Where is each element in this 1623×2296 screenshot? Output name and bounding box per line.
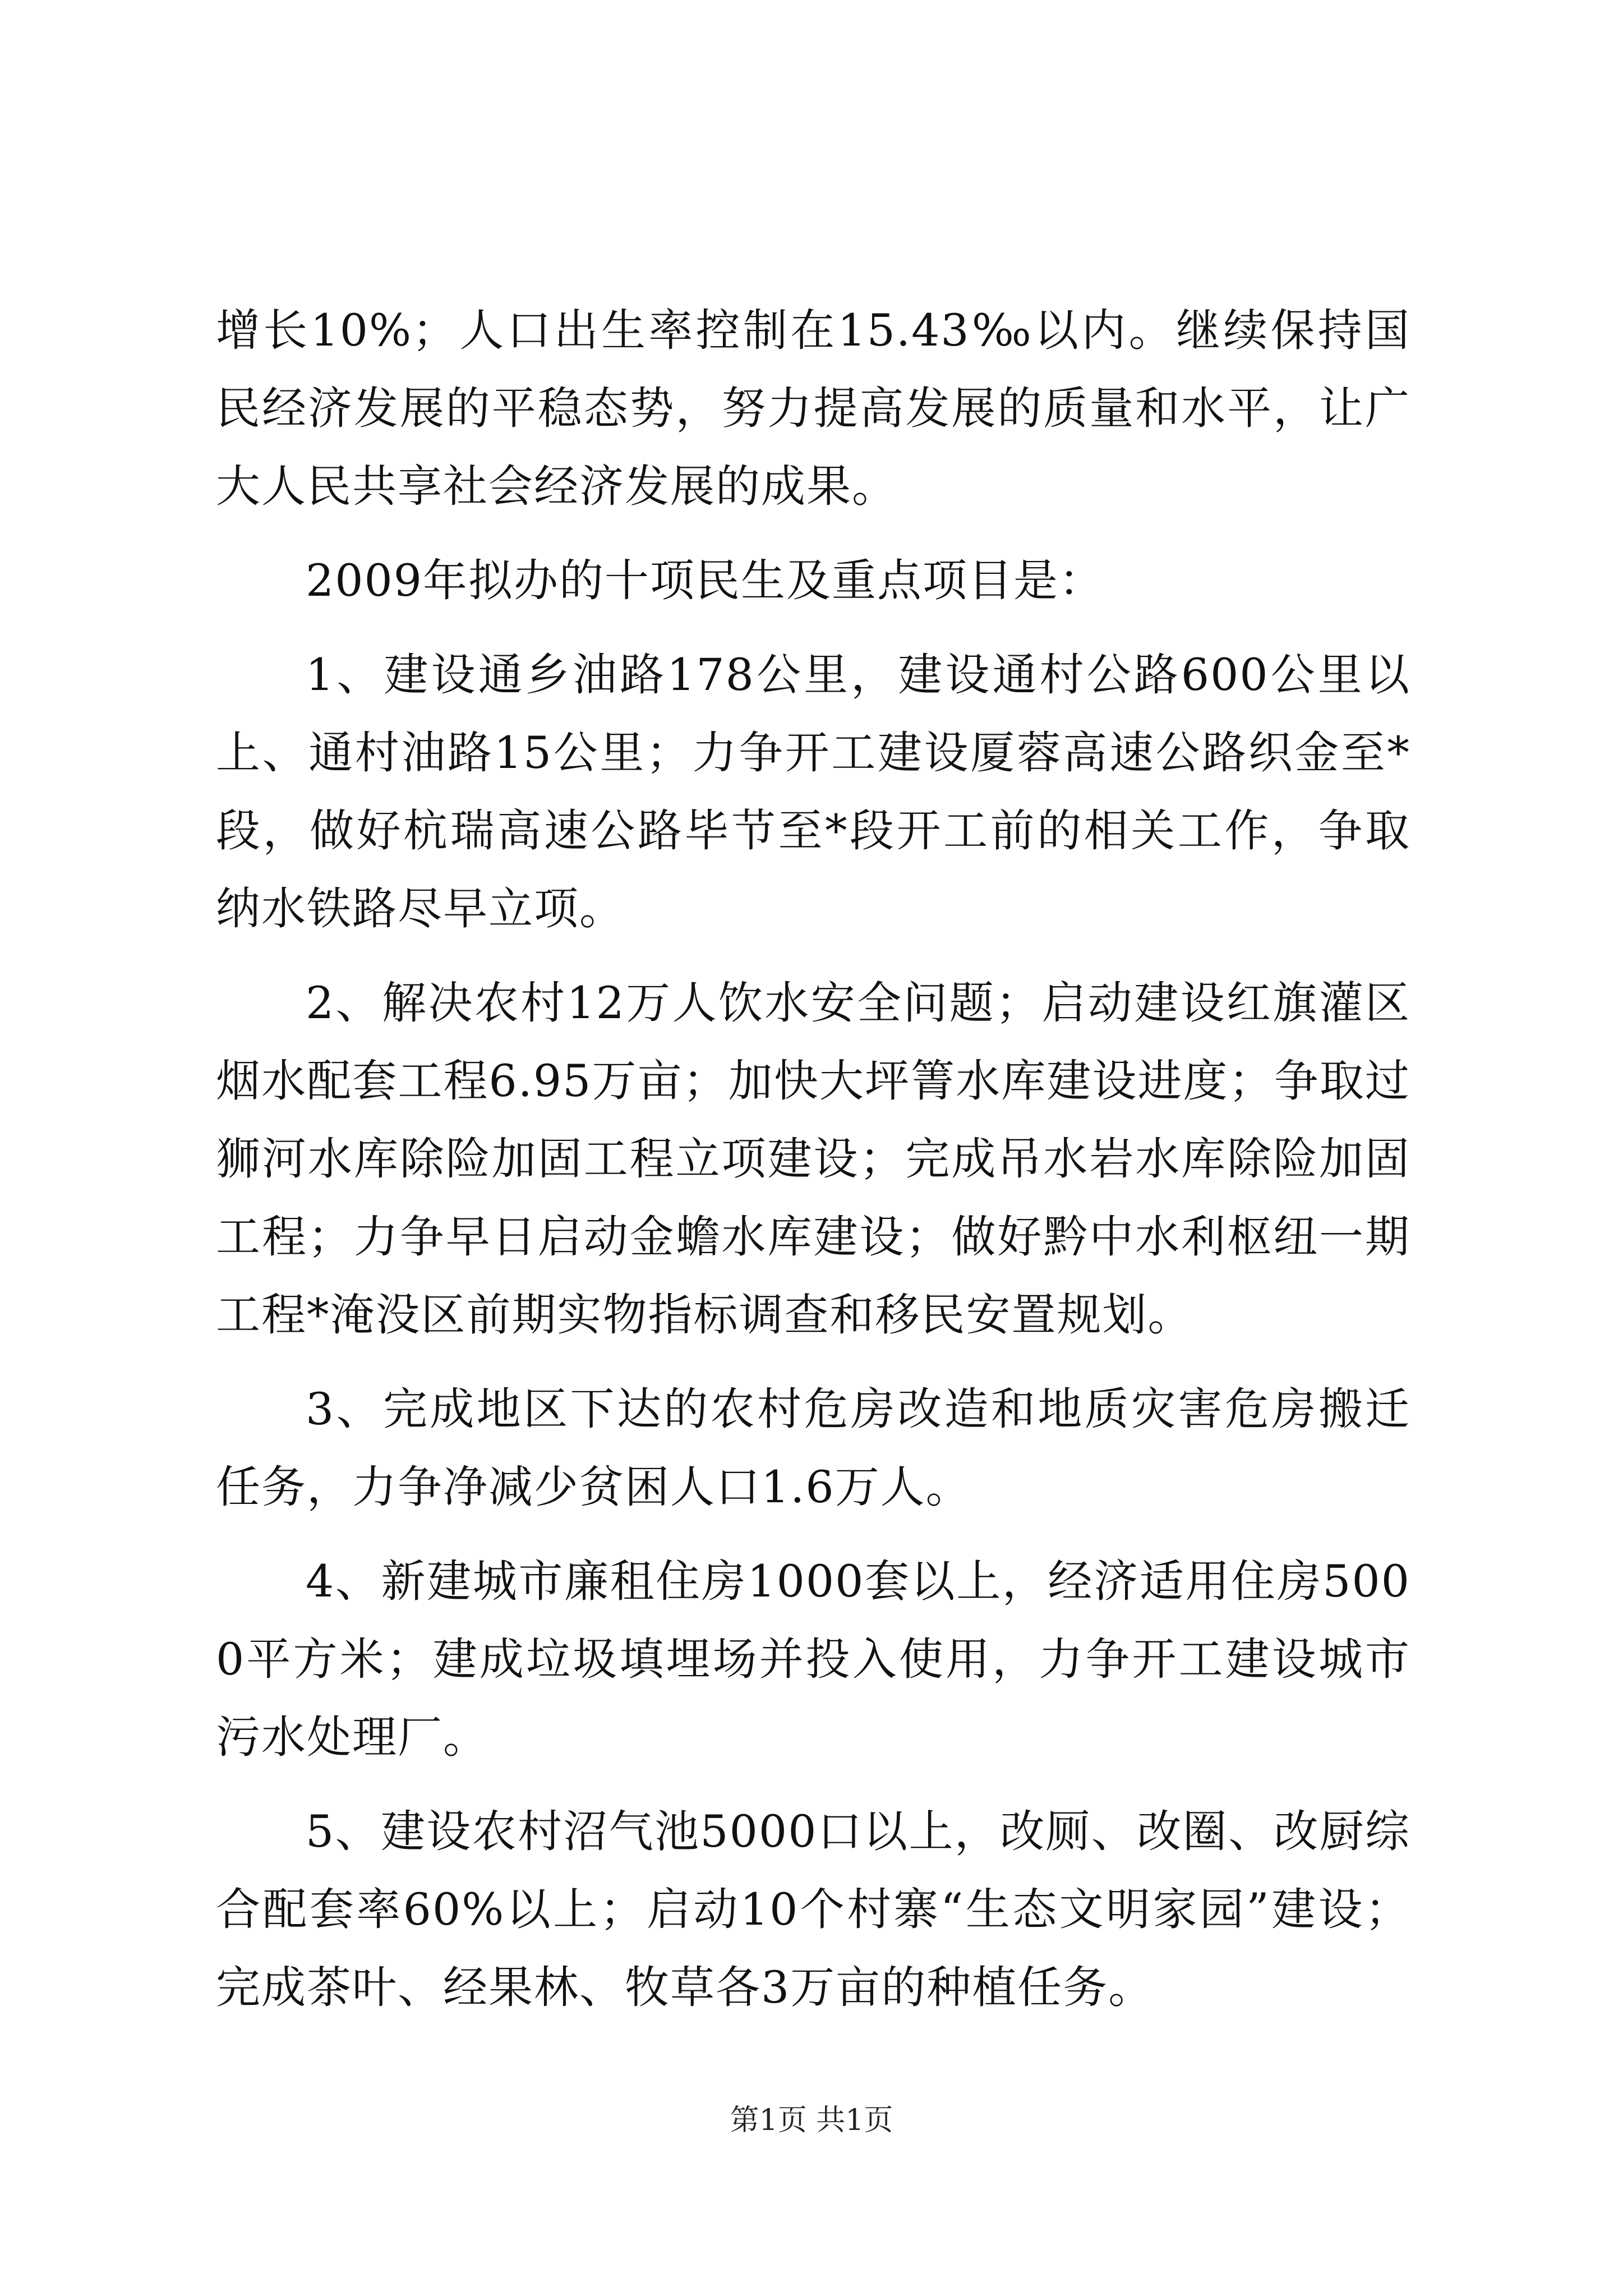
paragraph-project-intro: 2009年拟办的十项民生及重点项目是： [306, 555, 1105, 606]
paragraph-item-1: 1、建设通乡油路178公里，建设通村公路600公里以上、通村油路15公里；力争开工建设厦蓉高速公路织金至*段，做好杭瑞高速公路毕节至*段开工前的相关工作，争取纳水铁路尽早立项。 [216, 649, 1410, 935]
paragraph-item-4: 4、新建城市廉租住房1000套以上，经济适用住房5000平方米；建成垃圾填埋场并投入使用，力争开工建设城市污水处理厂。 [216, 1556, 1410, 1763]
paragraph-continuation: 增长10%；人口出生率控制在15.43‰以内。继续保持国民经济发展的平稳态势，努力提高发展的质量和水平，让广大人民共享社会经济发展的成果。 [216, 305, 1410, 512]
paragraph-item-2: 2、解决农村12万人饮水安全问题；启动建设红旗灌区烟水配套工程6.95万亩；加快大坪箐水库建设进度；争取过狮河水库除险加固工程立项建设；完成吊水岩水库除险加固工程；力争早日启动金蟾水库建设；做好黔中水利枢纽一期工程*淹没区前期实物指标调查和移民安置规划。 [216, 977, 1410, 1341]
paragraph-item-5: 5、建设农村沼气池5000口以上，改厕、改圈、改厨综合配套率60%以上；启动10个村寨“生态文明家园”建设；完成茶叶、经果林、牧草各3万亩的种植任务。 [216, 1806, 1410, 2013]
document-body [216, 292, 1410, 2027]
paragraph-item-3: 3、完成地区下达的农村危房改造和地质灾害危房搬迁任务，力争净减少贫困人口1.6万人。 [216, 1383, 1410, 1513]
page-number-footer: 第1页 共1页 [730, 2104, 893, 2137]
